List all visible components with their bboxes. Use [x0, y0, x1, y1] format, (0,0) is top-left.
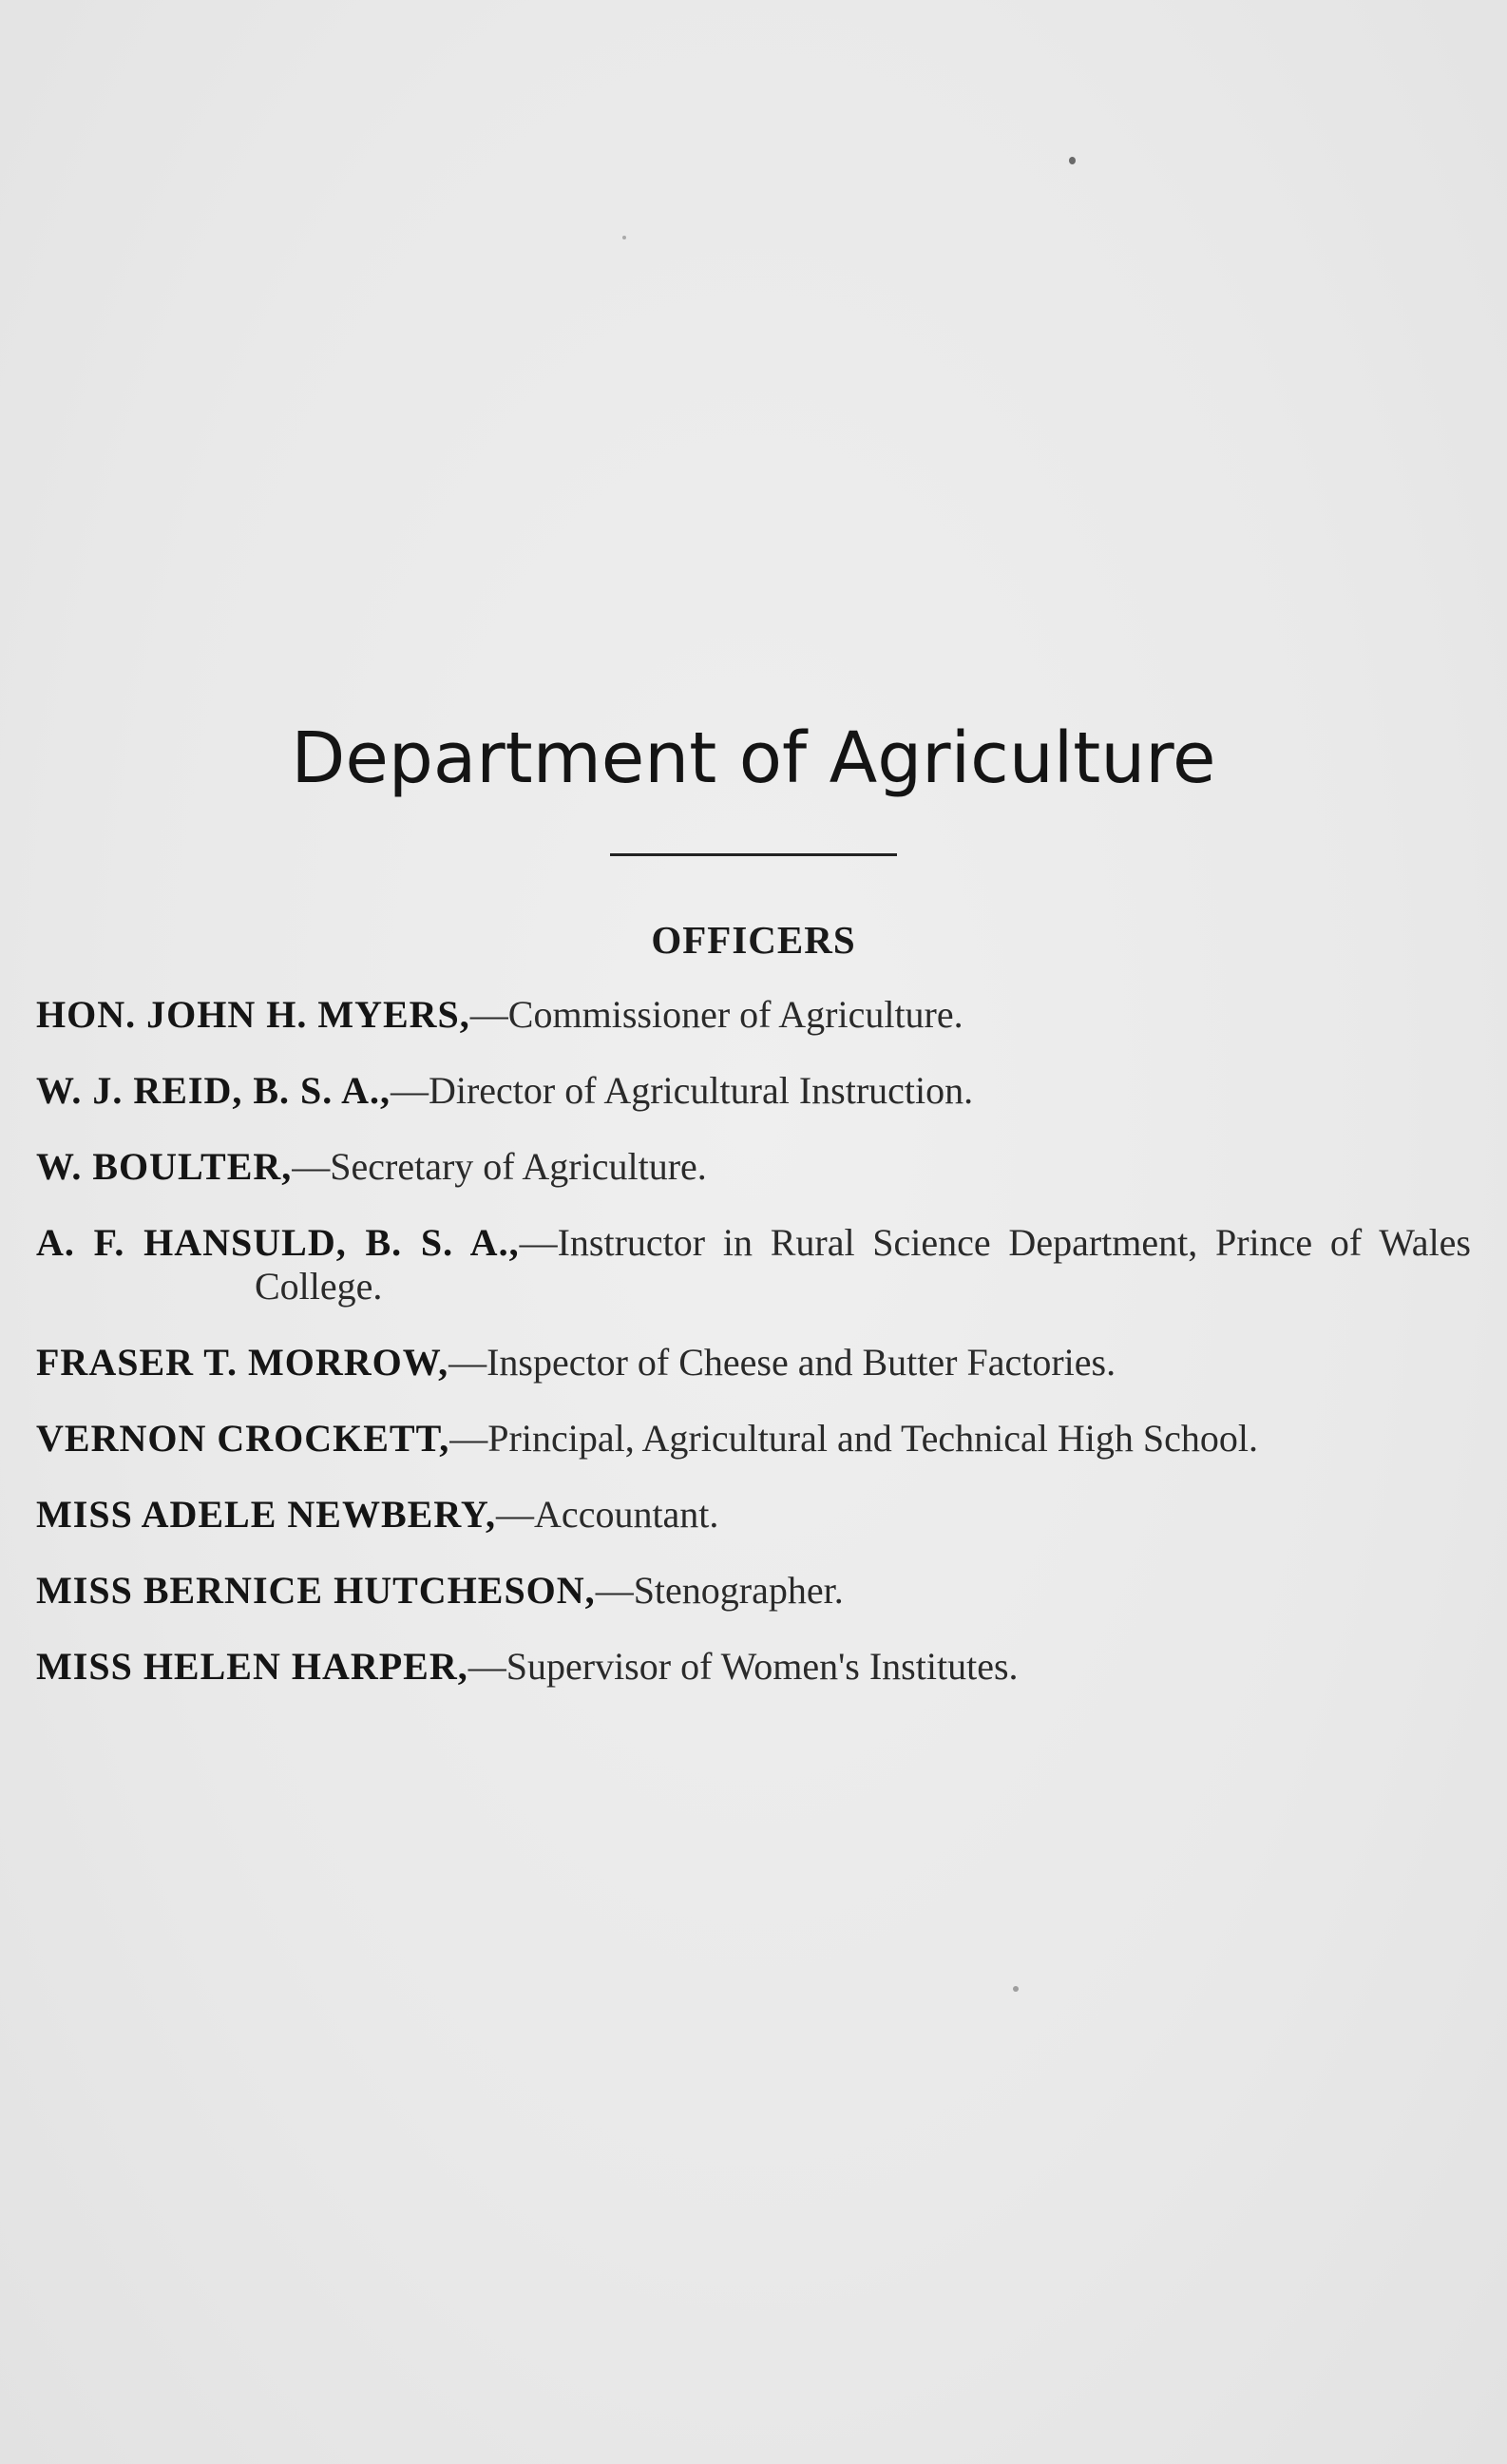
officer-entry	[36, 1221, 1471, 1308]
officer-name: W. J. REID, B. S. A.,	[36, 1069, 391, 1112]
paper-speck	[1013, 1986, 1019, 1992]
section-heading: OFFICERS	[651, 918, 856, 962]
officer-role: —Secretary of Agriculture.	[292, 1145, 707, 1188]
officer-entry	[36, 1341, 1471, 1385]
officer-role: —Principal, Agricultural and Technical High School.	[449, 1417, 1259, 1460]
officer-entry	[36, 1645, 1471, 1689]
officer-role: —Instructor in Rural Science Department, Prince of Wales College.	[255, 1221, 1471, 1308]
officer-entry	[36, 1569, 1471, 1613]
officer-role: —Inspector of Cheese and Butter Factories.	[448, 1341, 1116, 1384]
officer-name: MISS BERNICE HUTCHESON,	[36, 1569, 596, 1612]
officers-list	[36, 993, 1471, 1721]
officer-role: —Director of Agricultural Instruction.	[390, 1069, 974, 1112]
officer-role: —Accountant.	[496, 1493, 719, 1536]
page-title: Department of Agriculture	[291, 717, 1216, 799]
title-divider	[610, 853, 897, 856]
officer-name: VERNON CROCKETT,	[36, 1417, 450, 1460]
paper-speck	[622, 236, 626, 239]
officer-entry	[36, 1145, 1471, 1189]
officer-role: —Supervisor of Women's Institutes.	[467, 1645, 1019, 1688]
officer-entry	[36, 1069, 1471, 1113]
officer-entry	[36, 1417, 1471, 1461]
officer-name: W. BOULTER,	[36, 1145, 293, 1188]
officer-name: FRASER T. MORROW,	[36, 1341, 449, 1384]
officer-role: —Commissioner of Agriculture.	[469, 993, 963, 1036]
paper-speck	[1069, 157, 1076, 164]
officer-entry	[36, 1493, 1471, 1537]
officer-entry	[36, 993, 1471, 1037]
officer-name: HON. JOHN H. MYERS,	[36, 993, 470, 1036]
officer-role: —Stenographer.	[595, 1569, 844, 1612]
officer-name: A. F. HANSULD, B. S. A.,	[36, 1221, 520, 1264]
officer-name: MISS ADELE NEWBERY,	[36, 1493, 497, 1536]
officer-name: MISS HELEN HARPER,	[36, 1645, 468, 1688]
